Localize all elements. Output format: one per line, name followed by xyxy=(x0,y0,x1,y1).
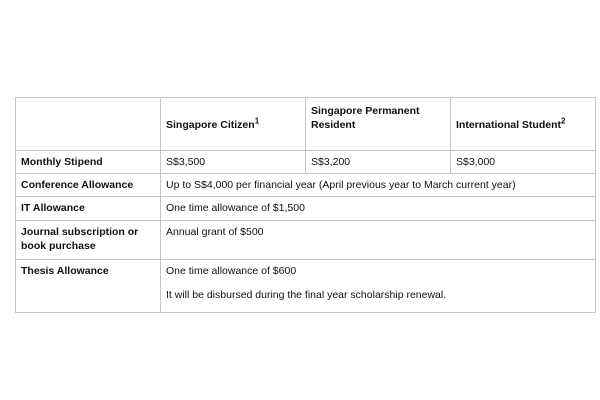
thesis-allowance-note: It will be disbursed during the final year scholarship renewal. xyxy=(166,288,447,301)
row-label-conference-allowance: Conference Allowance xyxy=(16,174,161,197)
international-footnote-marker: 2 xyxy=(561,116,566,126)
header-citizen-label: Singapore Citizen xyxy=(166,118,255,131)
row-label-it-allowance: IT Allowance xyxy=(16,197,161,220)
allowance-table xyxy=(15,97,596,313)
row-label-journal-subscription: Journal subscription or book purchase xyxy=(16,220,161,259)
thesis-allowance-value: One time allowance of $600 xyxy=(166,264,297,277)
journal-subscription-value: Annual grant of $500 xyxy=(161,220,596,259)
stipend-citizen-value: S$3,500 xyxy=(161,151,306,174)
table-header-row xyxy=(16,98,596,151)
header-international-student xyxy=(451,98,596,151)
table-row-it-allowance xyxy=(16,197,596,220)
citizen-footnote-marker: 1 xyxy=(254,116,260,126)
row-label-monthly-stipend: Monthly Stipend xyxy=(16,151,161,174)
stipend-international-value: S$3,000 xyxy=(451,151,596,174)
table-row-monthly-stipend xyxy=(16,151,596,174)
header-singapore-citizen xyxy=(161,98,306,151)
header-empty-cell xyxy=(16,98,161,151)
stipend-pr-value: S$3,200 xyxy=(306,151,451,174)
it-allowance-value: One time allowance of $1,500 xyxy=(161,197,596,220)
table-row-thesis-allowance xyxy=(16,259,596,312)
header-singapore-pr: Singapore Permanent Resident xyxy=(306,98,451,151)
table-row-conference-allowance xyxy=(16,174,596,197)
row-label-thesis-allowance: Thesis Allowance xyxy=(16,259,161,312)
table-row-journal-subscription xyxy=(16,220,596,259)
thesis-allowance-cell xyxy=(161,259,596,312)
conference-allowance-value: Up to S$4,000 per financial year (April previous year to March current year) xyxy=(161,174,596,197)
header-international-label: International Student xyxy=(456,118,561,131)
